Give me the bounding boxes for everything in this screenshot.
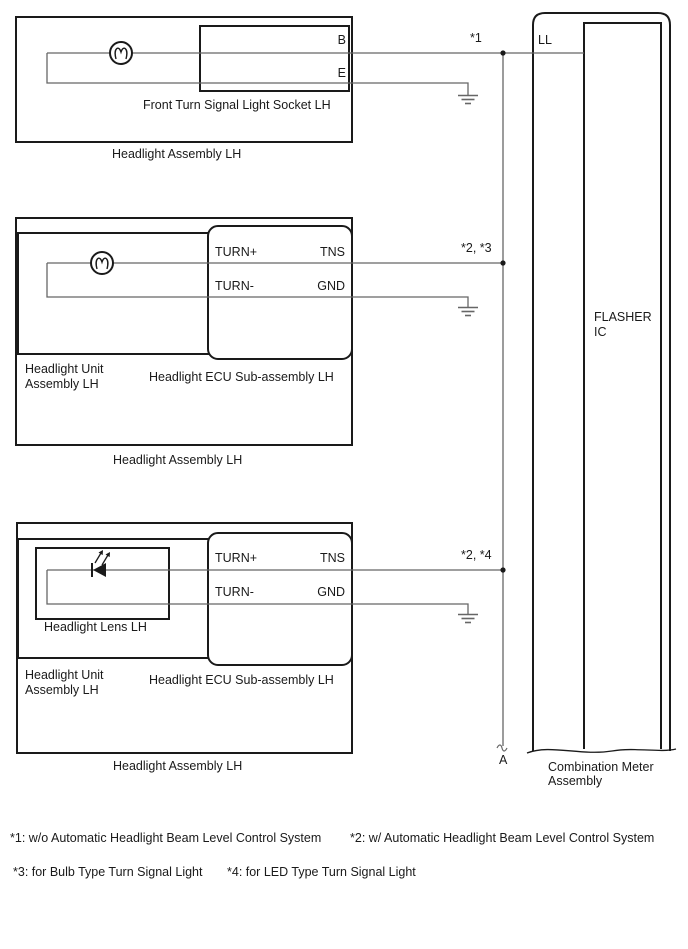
- footnote-1: *1: w/o Automatic Headlight Beam Level Control System: [10, 831, 322, 845]
- unit-label-2-line1: Headlight Unit: [25, 362, 104, 376]
- terminal-b-label: B: [337, 33, 346, 47]
- unit-label-3-line1: Headlight Unit: [25, 668, 104, 682]
- terminal-ll-label: LL: [538, 33, 552, 47]
- turn-plus-label-3: TURN+: [215, 551, 258, 565]
- footnote-4: *4: for LED Type Turn Signal Light: [227, 865, 416, 879]
- meter-torn-edge: [527, 749, 676, 753]
- unit-label-2: [25, 362, 104, 392]
- combination-meter-label: [548, 760, 654, 788]
- assembly-1-label: Headlight Assembly LH: [112, 147, 242, 161]
- junction-dot-1: [500, 50, 505, 55]
- led-icon: [92, 550, 110, 577]
- gnd-label-3: GND: [317, 585, 345, 599]
- footnote-2: *2: w/ Automatic Headlight Beam Level Control System: [350, 831, 655, 845]
- turn-minus-label-2: TURN-: [215, 279, 254, 293]
- combination-meter-label-line1: Combination Meter: [548, 760, 654, 774]
- bulb-icon-2: [91, 252, 113, 274]
- combination-meter-box: [533, 13, 670, 751]
- wire-break-icon: [497, 745, 507, 751]
- wire-note-1: *1: [470, 31, 482, 45]
- socket-label: Front Turn Signal Light Socket LH: [143, 98, 331, 112]
- unit-label-3-line2: Assembly LH: [25, 683, 99, 697]
- junction-dot-2: [500, 260, 505, 265]
- headlight-lens-box: [36, 548, 169, 619]
- combination-meter-label-line2: Assembly: [548, 774, 603, 788]
- tns-label-2: TNS: [320, 245, 345, 259]
- connector-a-label: A: [499, 753, 508, 767]
- turn-plus-label-2: TURN+: [215, 245, 258, 259]
- junction-dot-3: [500, 567, 505, 572]
- ground-icon-1: [458, 96, 478, 104]
- ground-icon-3: [458, 615, 478, 623]
- wire-note-3: *2, *4: [461, 548, 492, 562]
- turn-signal-socket-box: [200, 26, 349, 91]
- turn-minus-label-3: TURN-: [215, 585, 254, 599]
- tns-label-3: TNS: [320, 551, 345, 565]
- ecu-label-3: Headlight ECU Sub-assembly LH: [149, 673, 334, 687]
- unit-label-3: [25, 668, 104, 698]
- terminal-e-label: E: [337, 66, 346, 80]
- bulb-icon-1: [110, 42, 132, 64]
- flasher-ic-line1: FLASHER: [594, 310, 652, 324]
- flasher-ic-label: [594, 310, 652, 340]
- assembly-2-label: Headlight Assembly LH: [113, 453, 243, 467]
- gnd-label-2: GND: [317, 279, 345, 293]
- footnote-3: *3: for Bulb Type Turn Signal Light: [13, 865, 203, 879]
- wire-note-2: *2, *3: [461, 241, 492, 255]
- unit-label-2-line2: Assembly LH: [25, 377, 99, 391]
- assembly-3-label: Headlight Assembly LH: [113, 759, 243, 773]
- lens-label: Headlight Lens LH: [44, 620, 147, 634]
- ecu-label-2: Headlight ECU Sub-assembly LH: [149, 370, 334, 384]
- flasher-ic-line2: IC: [594, 325, 607, 339]
- ground-icon-2: [458, 308, 478, 316]
- flasher-ic-box: [584, 23, 661, 749]
